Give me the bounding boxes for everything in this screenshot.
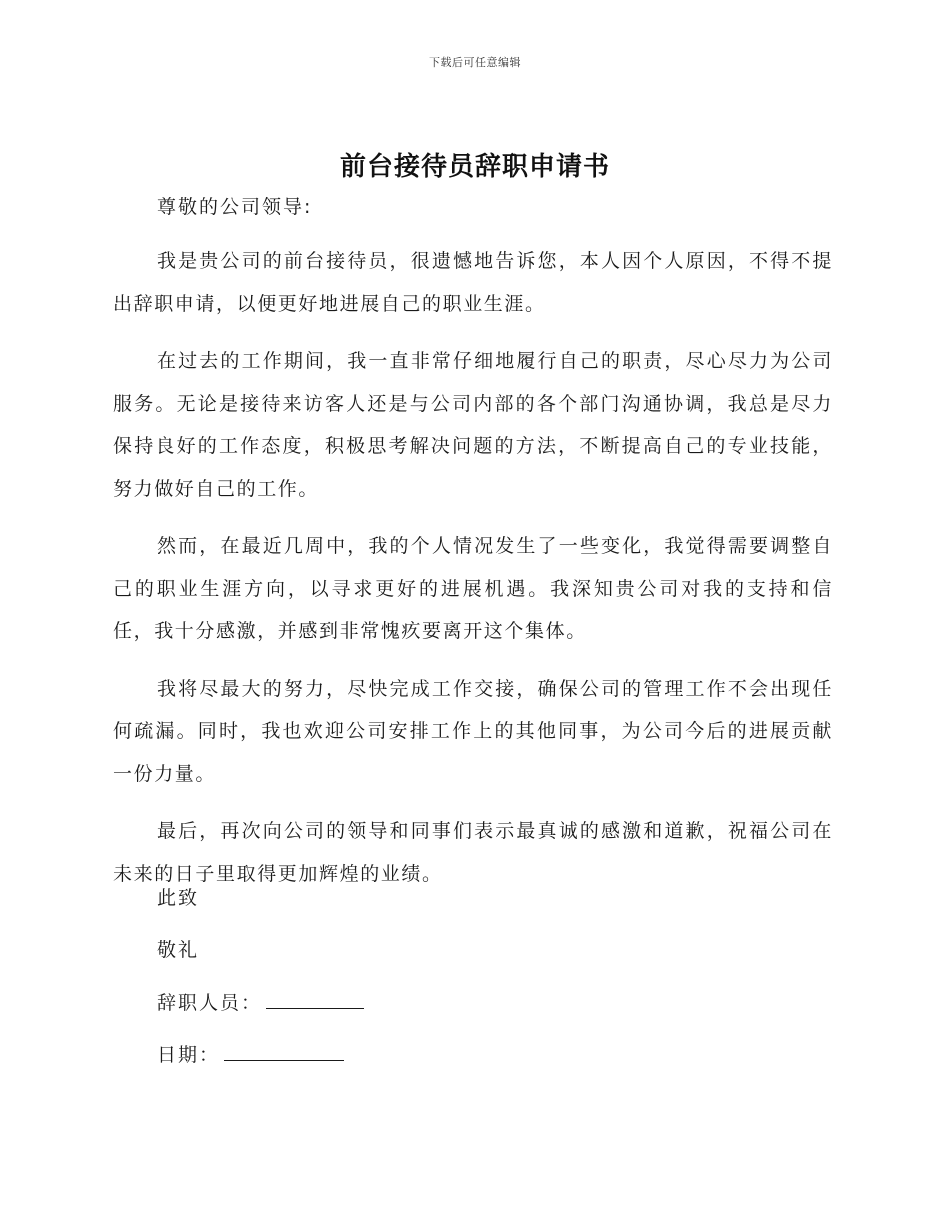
paragraph-intro: 我是贵公司的前台接待员，很遗憾地告诉您，本人因个人原因，不得不提出辞职申请，以便更好地进展自己的职业生涯。 xyxy=(113,250,833,315)
date-blank[interactable] xyxy=(224,1040,344,1061)
paragraph-handover: 我将尽最大的努力，尽快完成工作交接，确保公司的管理工作不会出现任何疏漏。同时，我也欢迎公司安排工作上的其他同事，为公司今后的进展贡献一份力量。 xyxy=(113,677,833,785)
date-label: 日期： xyxy=(157,1044,221,1066)
paragraph-reason: 然而，在最近几周中，我的个人情况发生了一些变化，我觉得需要调整自己的职业生涯方向，以寻求更好的进展机遇。我深知贵公司对我的支持和信任，我十分感激，并感到非常愧疚要离开这个集体。 xyxy=(113,535,833,642)
document-title: 前台接待员辞职申请书 xyxy=(339,152,610,182)
paragraph-past-work: 在过去的工作期间，我一直非常仔细地履行自己的职责，尽心尽力为公司服务。无论是接待来访客人还是与公司内部的各个部门沟通协调，我总是尽力保持良好的工作态度，积极思考解决问题的方法，不断提高自己的专业技能，努力做好自己的工作。 xyxy=(113,350,833,500)
resignee-name-blank[interactable] xyxy=(266,988,364,1009)
closing-line-1: 此致 xyxy=(157,887,200,909)
date-line xyxy=(157,1040,344,1069)
letter-body xyxy=(113,240,833,910)
closing-line-2: 敬礼 xyxy=(157,939,200,961)
salutation: 尊敬的公司领导: xyxy=(157,196,313,218)
resignee-label: 辞职人员： xyxy=(157,992,263,1014)
header-note: 下载后可任意编辑 xyxy=(429,56,521,69)
resignee-signature-line xyxy=(157,988,364,1017)
paragraph-final-thanks: 最后，再次向公司的领导和同事们表示最真诚的感激和道歉，祝福公司在未来的日子里取得更加辉煌的业绩。 xyxy=(113,820,833,885)
